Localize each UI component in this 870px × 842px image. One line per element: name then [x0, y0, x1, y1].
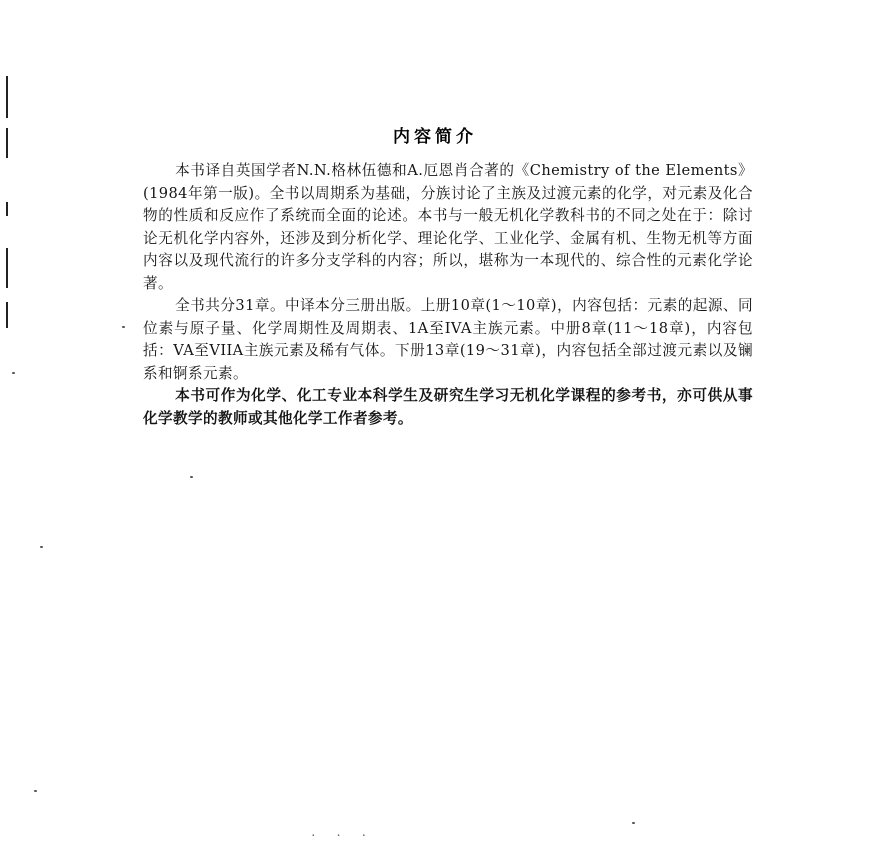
scan-speck: [40, 546, 43, 548]
scan-speck: [34, 790, 37, 792]
scan-speck: [632, 822, 635, 824]
footer-mark: . . .: [310, 826, 374, 839]
scan-speck: [122, 326, 125, 328]
scan-speck: [190, 476, 193, 478]
page-title: 内容简介: [393, 127, 477, 147]
paragraph-audience: 本书可作为化学、化工专业本科学生及研究生学习无机化学课程的参考书，亦可供从事化学教学的教师或其他化学工作者参考。: [143, 387, 753, 427]
scan-edge-mark: [6, 302, 8, 328]
paragraph-intro: 本书译自英国学者N.N.格林伍德和A.厄恩肖合著的《Chemistry of the Elements》(1984年第一版)。全书以周期系为基础，分族讨论了主族及过渡元素的化学，对元素及化合物的性质和反应作了系统而全面的论述。本书与一般无机化学教科书的不同之处在于：除讨论无机化学内容外，还涉及到分析化学、理论化学、工业化学、金属有机、生物无机等方面内容以及现代流行的许多分支学科的内容；所以，堪称为一本现代的、综合性的元素化学论著。: [143, 162, 753, 292]
scan-edge-mark: [6, 76, 8, 118]
scan-edge-mark: [6, 202, 8, 216]
paragraph-contents: 全书共分31章。中译本分三册出版。上册10章(1～10章)，内容包括：元素的起源、同位素与原子量、化学周期性及周期表、1A至IVA主族元素。中册8章(11～18章)，内容包括：VA至VIIA主族元素及稀有气体。下册13章(19～31章)，内容包括全部过渡元素以及镧系和锕系元素。: [143, 297, 753, 382]
scan-speck: [12, 372, 15, 374]
scan-edge-mark: [6, 248, 8, 288]
body-text: [143, 160, 753, 430]
